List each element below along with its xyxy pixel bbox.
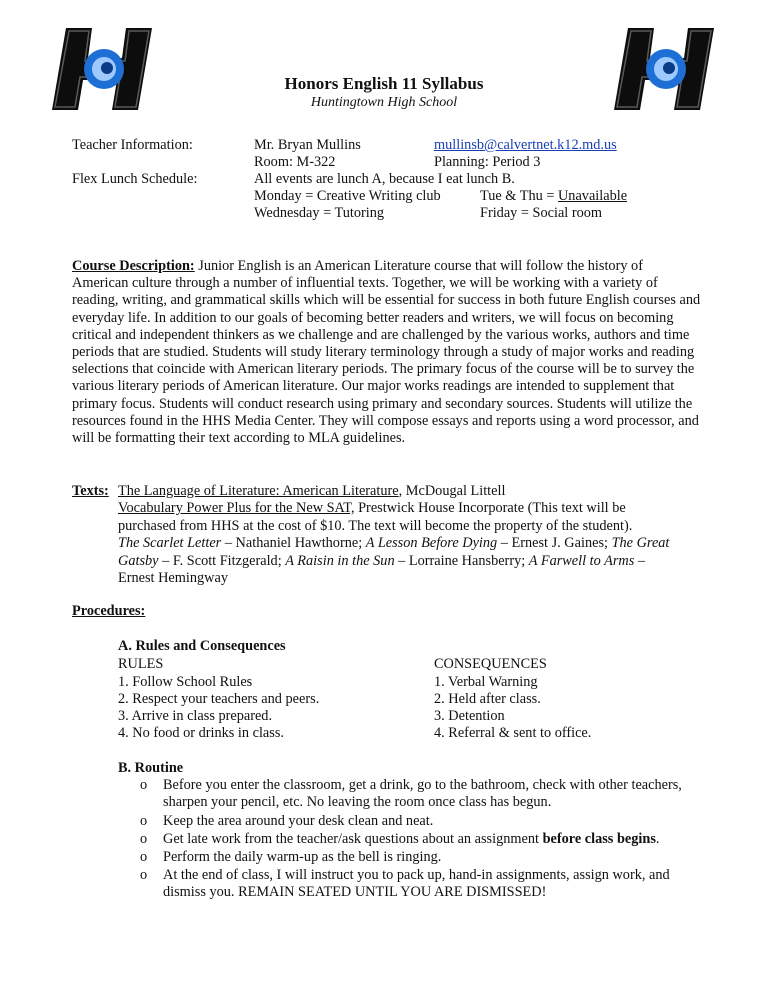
flex-lunch-events: All events are lunch A, because I eat lunch B. bbox=[254, 171, 515, 187]
routine-item-1: Before you enter the classroom, get a drink, go to the bathroom, check with other teachers, sharpen your pencil, etc. No leaving the room once class has begun. bbox=[163, 777, 682, 811]
course-description-body: Junior English is an American Literature course that will follow the history of American culture through a number of influential texts. Together, we will be working with a variety of reading, writing, and grammatical skills which will be essential for success in both future English courses and everyday life. In addition to our goals of becoming better readers and writers, we will focus on becoming critical and independent thinkers as we challenge and are challenged by the various works, authors and time periods that are studied. Students will study literary terminology through a study of major works and reading selections that coincide with American literary periods. The primary focus of the course will be to survey the various literary periods of American literature. Our major works readings are intended to supplement that primary focus. Students will conduct research using primary and secondary sources. Students will utilize the resources found in the HHS Media Center. They will compose essays and reports using a word processor, and will be formatting their text according to MLA guidelines. bbox=[72, 258, 701, 447]
teacher-email-link[interactable]: mullinsb@calvertnet.k12.md.us bbox=[434, 137, 617, 153]
routine-heading: B. Routine bbox=[118, 760, 184, 776]
routine-bullet: o bbox=[140, 777, 148, 793]
novel-list bbox=[118, 535, 678, 588]
routine-bullet: o bbox=[140, 831, 148, 847]
teacher-info-label: Teacher Information: bbox=[72, 137, 193, 153]
routine-item-3 bbox=[163, 831, 703, 848]
school-name: Huntingtown High School bbox=[310, 95, 458, 110]
texts-heading: Texts: bbox=[72, 483, 109, 499]
routine-item-5: At the end of class, I will instruct you to pack up, hand-in assignments, assign work, and dismiss you. REMAIN SEATED UNTIL YOU ARE DISMISSED! bbox=[163, 867, 670, 901]
procedures-heading: Procedures: bbox=[72, 603, 146, 619]
text-item-1 bbox=[118, 483, 505, 500]
novel-4-author: – Lorraine Hansberry; bbox=[394, 552, 529, 569]
teacher-planning: Planning: Period 3 bbox=[434, 154, 541, 170]
rule-item: 1. Follow School Rules bbox=[118, 674, 253, 690]
rule-item: 2. Respect your teachers and peers. bbox=[118, 691, 320, 707]
novel-4-title: A Raisin in the Sun bbox=[285, 552, 395, 569]
course-description-heading: Course Description: bbox=[72, 258, 195, 274]
page-title: Honors English 11 Syllabus bbox=[284, 74, 484, 93]
consequence-item: 1. Verbal Warning bbox=[434, 674, 538, 690]
rule-item: 4. No food or drinks in class. bbox=[118, 725, 284, 741]
teacher-name: Mr. Bryan Mullins bbox=[254, 137, 361, 153]
routine-item-3-text: Get late work from the teacher/ask questions about an assignment bbox=[163, 831, 543, 847]
consequence-item: 4. Referral & sent to office. bbox=[434, 725, 592, 741]
novel-3-author: – F. Scott Fitzgerald; bbox=[158, 552, 286, 569]
rules-label: RULES bbox=[118, 656, 164, 672]
routine-item-3-end: . bbox=[655, 831, 660, 847]
text-1-title: The Language of Literature: American Literature bbox=[118, 483, 399, 499]
flex-friday: Friday = Social room bbox=[480, 205, 603, 221]
consequence-item: 2. Held after class. bbox=[434, 691, 541, 707]
routine-item-3-emphasis: before class begins bbox=[542, 831, 656, 847]
course-description bbox=[72, 258, 702, 447]
text-item-2 bbox=[118, 500, 678, 535]
routine-bullet: o bbox=[140, 867, 148, 883]
novel-5-author: – Ernest Hemingway bbox=[118, 552, 646, 587]
consequence-item: 3. Detention bbox=[434, 708, 505, 724]
flex-tue-thu-value: Unavailable bbox=[557, 188, 628, 204]
flex-tue-thu-prefix: Tue & Thu = bbox=[480, 188, 558, 204]
text-2-details: Prestwick House Incorporate (This text will be purchased from HHS at the cost of $10. The text will become the property of the student). bbox=[118, 500, 633, 534]
flex-monday: Monday = Creative Writing club bbox=[254, 188, 441, 204]
flex-tue-thu bbox=[480, 188, 627, 205]
teacher-room: Room: M-322 bbox=[254, 154, 336, 170]
rules-heading: A. Rules and Consequences bbox=[118, 638, 286, 654]
novel-1-author: – Nathaniel Hawthorne; bbox=[221, 535, 366, 551]
novel-5-title: A Farwell to Arms bbox=[528, 552, 635, 569]
routine-bullet: o bbox=[140, 813, 148, 829]
rule-item: 3. Arrive in class prepared. bbox=[118, 708, 273, 724]
routine-bullet: o bbox=[140, 849, 148, 865]
novel-1-title: The Scarlet Letter bbox=[118, 535, 222, 551]
text-1-publisher: , McDougal Littell bbox=[398, 483, 506, 499]
flex-lunch-label: Flex Lunch Schedule: bbox=[72, 171, 198, 187]
consequences-label: CONSEQUENCES bbox=[434, 656, 547, 672]
novel-3-title: The Great Gatsby bbox=[118, 535, 670, 569]
novel-2-title: A Lesson Before Dying bbox=[365, 535, 498, 551]
routine-item-4: Perform the daily warm-up as the bell is ringing. bbox=[163, 849, 442, 865]
flex-wednesday: Wednesday = Tutoring bbox=[254, 205, 385, 221]
text-2-title: Vocabulary Power Plus for the New SAT, bbox=[118, 500, 355, 516]
routine-item-2: Keep the area around your desk clean and neat. bbox=[163, 813, 434, 829]
novel-2-author: – Ernest J. Gaines; bbox=[497, 535, 612, 551]
